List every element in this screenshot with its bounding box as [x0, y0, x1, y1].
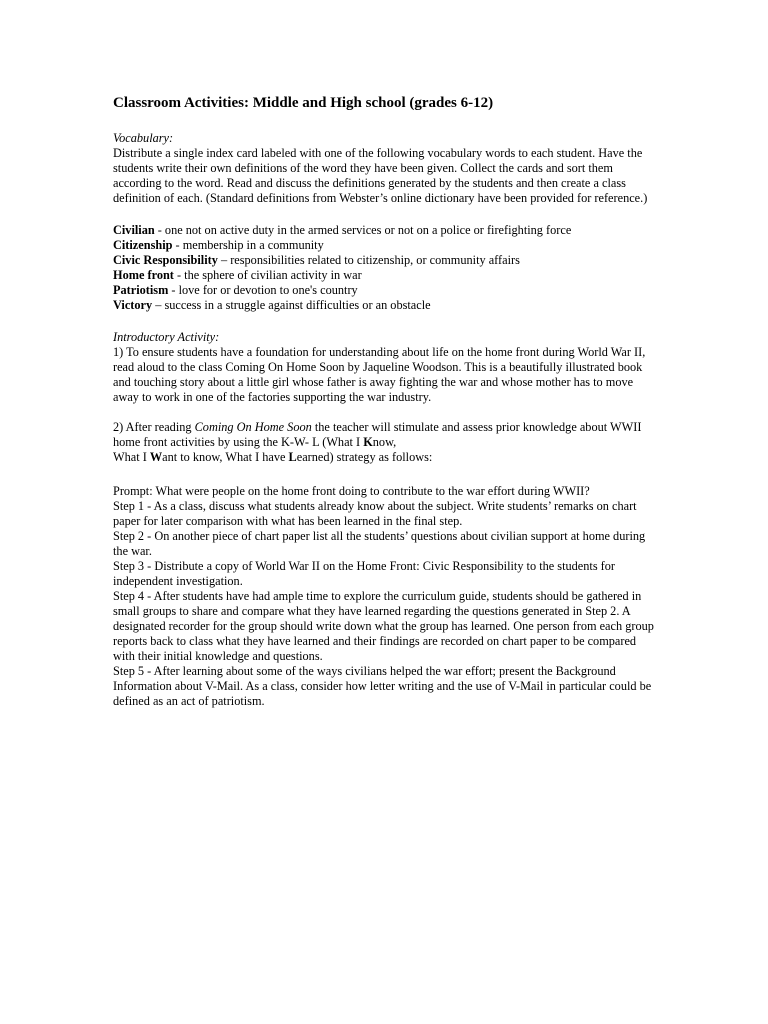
vocabulary-label: Vocabulary:	[113, 131, 174, 145]
vocab-term: Home front	[113, 268, 174, 282]
vocab-term: Civilian	[113, 223, 155, 237]
vocab-definition: – responsibilities related to citizenship, or community affairs	[217, 253, 520, 267]
page-title: Classroom Activities: Middle and High school (grades 6-12)	[113, 95, 494, 111]
vocab-item-patriotism	[113, 283, 658, 298]
vocab-definition: - one not on active duty in the armed services or not on a police or firefighting force	[154, 223, 572, 237]
vocab-definition: - love for or devotion to one's country	[168, 283, 358, 297]
step-4: Step 4 - After students have had ample time to explore the curriculum guide, students should be gathered in small groups to share and compare what they have learned regarding the questions generated in Step 2. A designated recorder for the group should write down what the group has learned. One person from each group reports back to class what they have learned and their findings are recorded on chart paper to be compared with their initial knowledge and questions.	[113, 589, 654, 663]
vocab-item-civic-responsibility	[113, 253, 658, 268]
kwl-w: W	[149, 450, 163, 464]
step-1: Step 1 - As a class, discuss what students already know about the subject. Write students’ remarks on chart paper for later comparison with what has been learned in the final step.	[113, 499, 637, 528]
item2-mid: the teacher will stimulate and assess prior knowledge about WWII home front activities by using the K-W- L (What I	[113, 420, 642, 449]
step-3: Step 3 - Distribute a copy of World War II on the Home Front: Civic Responsibility to the students for independent investigation.	[113, 559, 616, 588]
introductory-item-2	[113, 420, 658, 465]
step-5: Step 5 - After learning about some of the ways civilians helped the war effort; present the Background Information about V-Mail. As a class, consider how letter writing and the use of V-Mail in particular could be defined as an act of patriotism.	[113, 664, 652, 708]
kwl-l: L	[288, 450, 297, 464]
step-2: Step 2 - On another piece of chart paper list all the students’ questions about civilian support at home during the war.	[113, 529, 646, 558]
document-content	[113, 94, 658, 709]
vocab-term: Victory	[113, 298, 153, 312]
vocab-item-home-front	[113, 268, 658, 283]
introductory-item-1: 1) To ensure students have a foundation for understanding about life on the home front during World War II, read aloud to the class Coming On Home Soon by Jaqueline Woodson. This is a beautifully illustrated book and touching story about a little girl whose father is away fighting the war and whose mother has to move away to work in one of the factories supporting the war industry.	[113, 345, 646, 404]
prompt: Prompt: What were people on the home front doing to contribute to the war effort during WWII?	[113, 484, 590, 498]
vocab-item-victory	[113, 298, 658, 313]
vocabulary-list	[113, 223, 658, 313]
vocabulary-intro: Distribute a single index card labeled with one of the following vocabulary words to each student. Have the students write their own definitions of the word they have been given. Collect the cards and sort them according to the word. Read and discuss the definitions generated by the students and then create a class definition of each. (Standard definitions from Webster’s online dictionary have been provided for reference.)	[113, 146, 648, 205]
kwl-k: K	[363, 435, 373, 449]
introductory-label: Introductory Activity:	[113, 330, 220, 344]
vocab-definition: - the sphere of civilian activity in war	[173, 268, 362, 282]
vocab-item-civilian	[113, 223, 658, 238]
vocab-term: Civic Responsibility	[113, 253, 218, 267]
book-title: Coming On Home Soon	[194, 420, 312, 434]
kwl-l-rest: earned) strategy as follows:	[296, 450, 433, 464]
vocab-definition: – success in a struggle against difficulties or an obstacle	[152, 298, 431, 312]
item2-prefix: 2) After reading	[113, 420, 195, 434]
kwl-w-prefix: What I	[113, 450, 150, 464]
kwl-k-rest: now,	[372, 435, 397, 449]
kwl-w-rest: ant to know, What I have	[162, 450, 289, 464]
vocab-item-citizenship	[113, 238, 658, 253]
vocab-term: Patriotism	[113, 283, 169, 297]
vocab-definition: - membership in a community	[172, 238, 324, 252]
vocab-term: Citizenship	[113, 238, 173, 252]
